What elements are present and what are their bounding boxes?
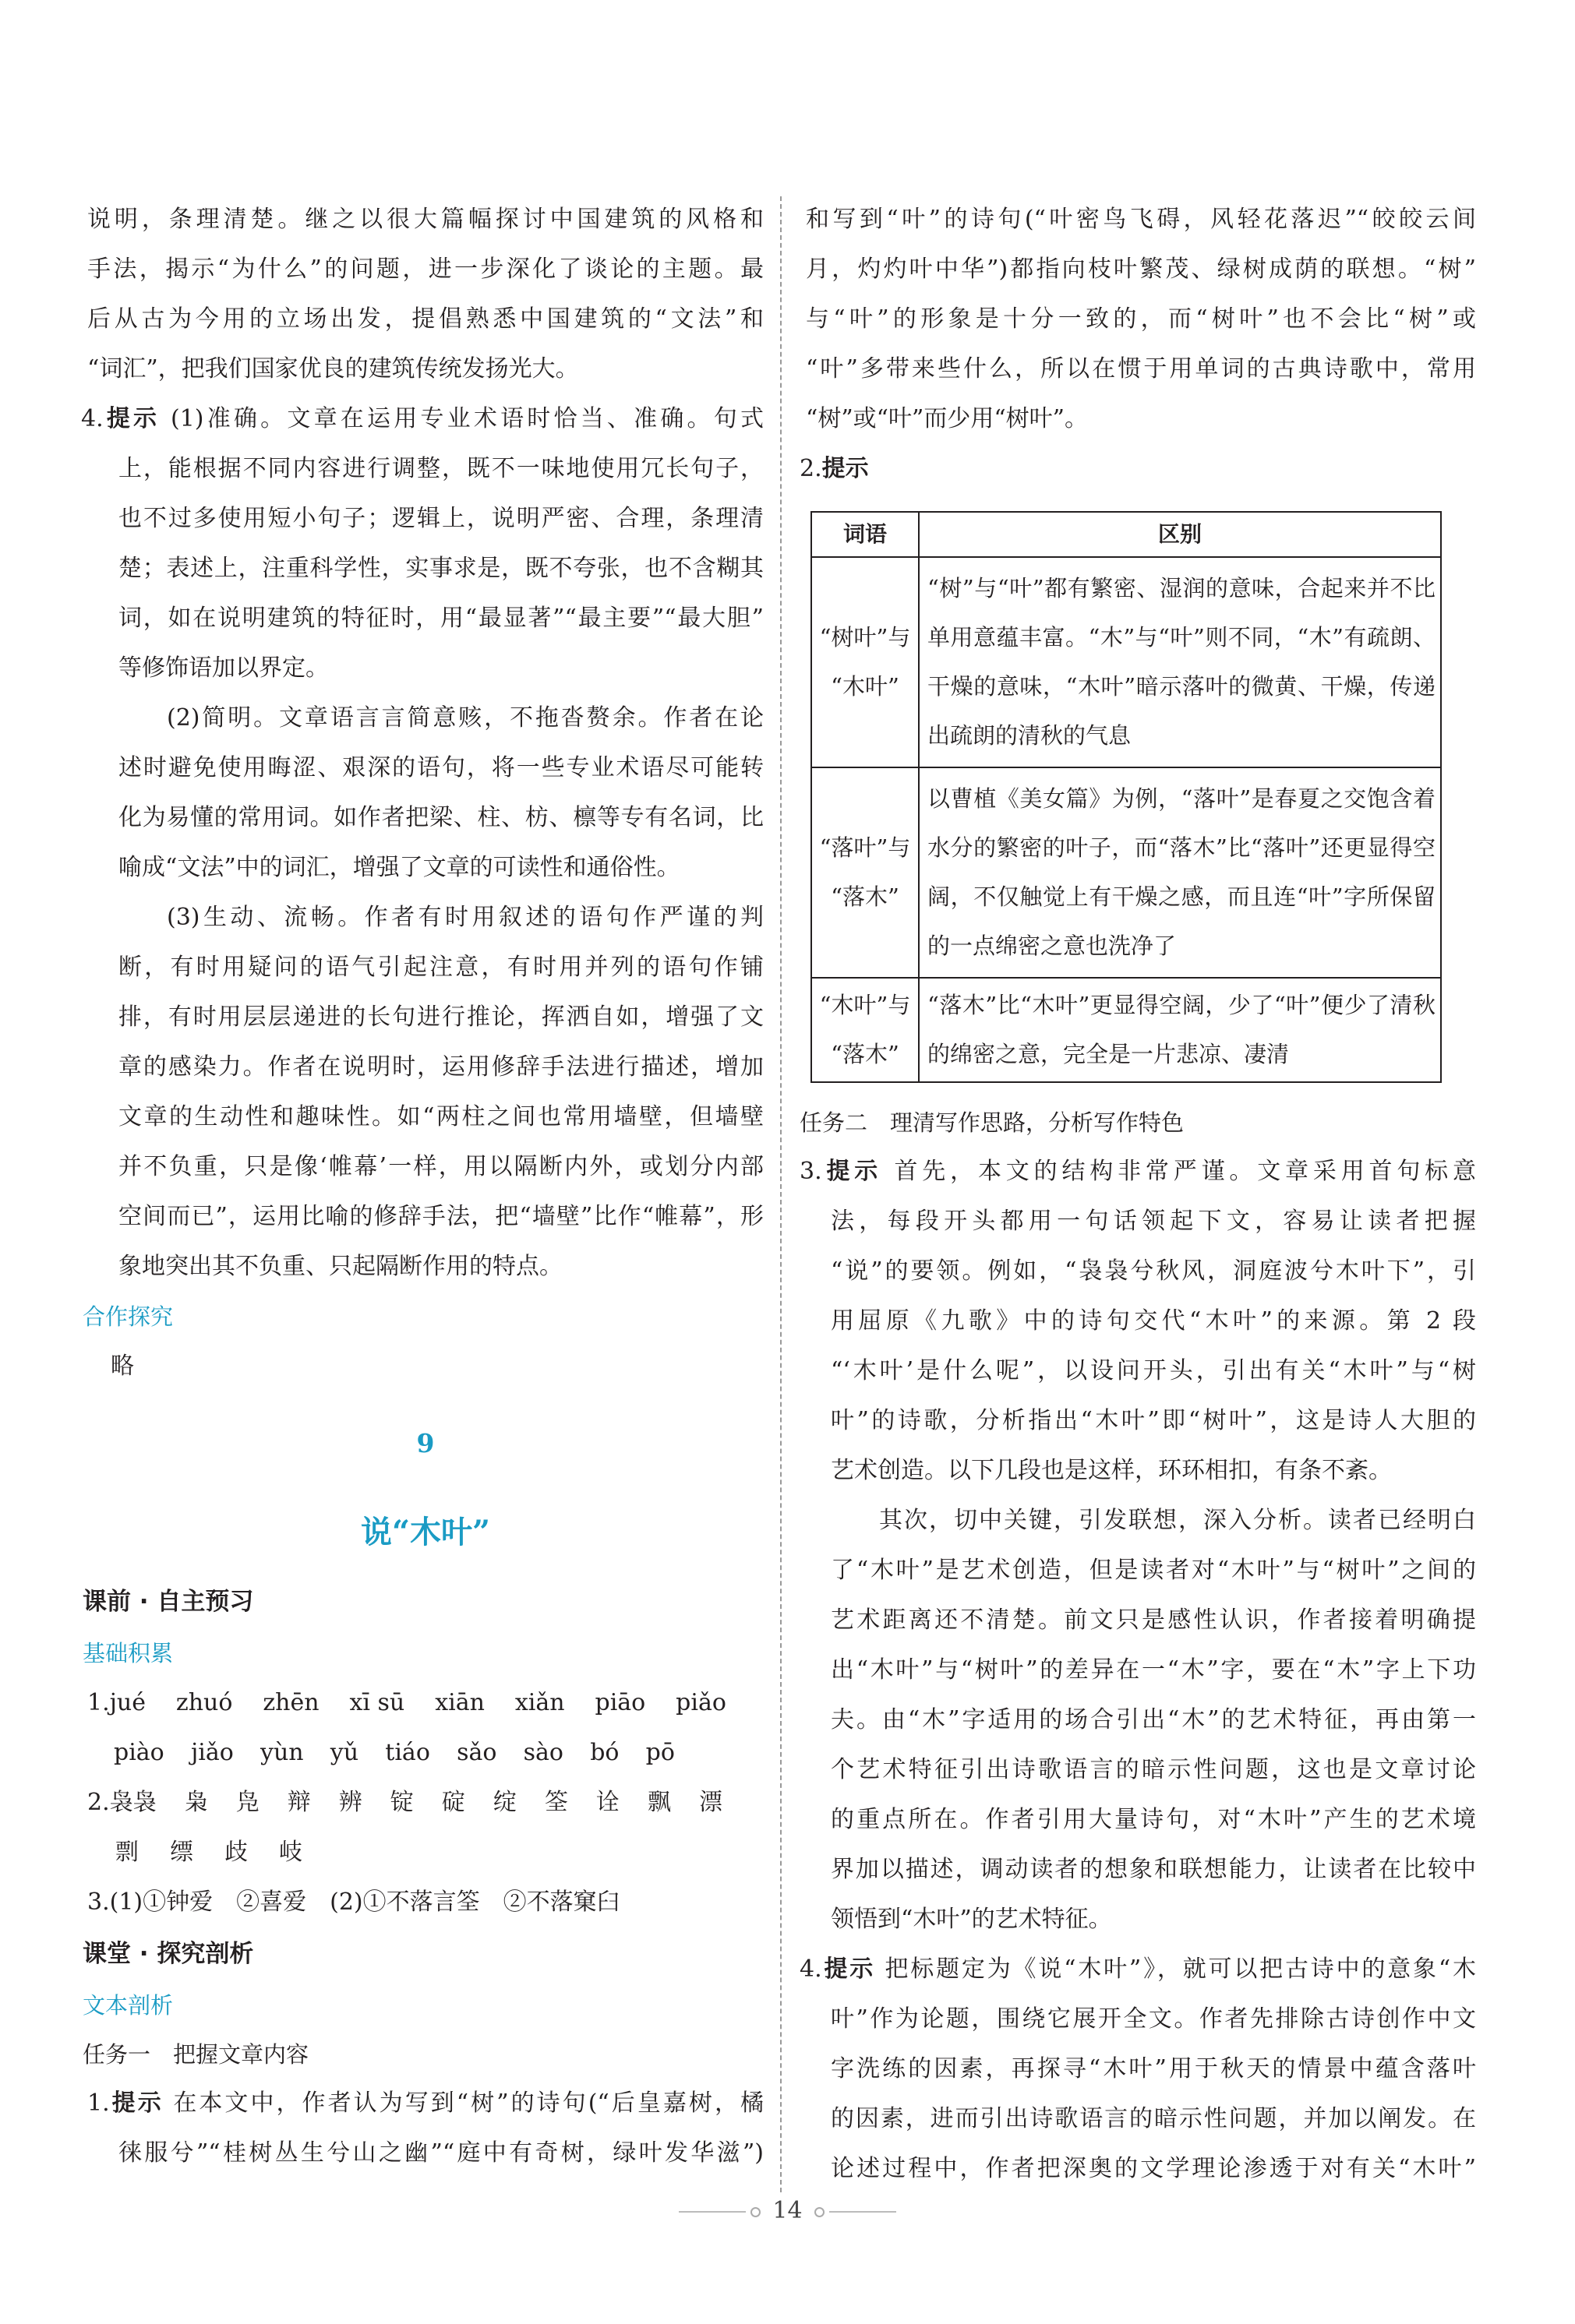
table-desc-cell: 以曹植《美女篇》为例，“落叶”是春夏之交饱含着水分的繁密的叶子，而“落木”比“落叶”还更显得空阔，不仅触觉上有干燥之感，而且连“叶”字所保留的一点绵密之意也洗净了 (919, 767, 1441, 978)
text-line: 等修饰语加以界定。 (118, 654, 329, 682)
text-line: 后从古为今用的立场出发，提倡熟悉中国建筑的“文法”和 (87, 305, 764, 333)
char: 绽 (493, 1789, 517, 1816)
pinyin: bó (590, 1739, 620, 1766)
text-line: 与“叶”的形象是十分一致的，而“树叶”也不会比“树”或 (806, 305, 1476, 333)
char: 筌 (544, 1789, 568, 1816)
text-line: “树”或“叶”而少用“树叶”。 (806, 405, 1089, 432)
text-line: 用屈原《九歌》中的诗句交代“木叶”的来源。第 2 段 (831, 1307, 1476, 1335)
page-number: 14 (772, 2197, 803, 2224)
text-line: 章的感染力。作者在说明时，运用修辞手法进行描述，增加 (118, 1053, 764, 1081)
task1-heading: 任务一 把握文章内容 (83, 2041, 309, 2068)
footer-dot-right (814, 2207, 825, 2217)
text-line: 说明，条理清楚。继之以很大篇幅探讨中国建筑的风格和 (87, 206, 764, 233)
text-line: (3)生动、流畅。作者有时用叙述的语句作严谨的判 (167, 904, 764, 931)
table-row (811, 557, 1441, 767)
text-line: 上，能根据不同内容进行调整，既不一味地使用冗长句子， (118, 455, 764, 482)
text-line: 其次，切中关键，引发联想，深入分析。读者已经明白 (879, 1507, 1476, 1534)
table-header-row (811, 512, 1441, 557)
lesson-number: 9 (416, 1428, 435, 1458)
char: 歧 (224, 1839, 248, 1866)
text-line: 了“木叶”是艺术创造，但是读者对“木叶”与“树叶”之间的 (831, 1557, 1476, 1584)
pinyin: piāo (595, 1689, 646, 1716)
table-term-cell: “树叶”与 “木叶” (811, 557, 919, 767)
table-header: 词语 (811, 512, 919, 557)
text-line: 述时避免使用晦涩、艰深的语句，将一些专业术语尽可能转 (118, 754, 764, 781)
coop-text: 略 (111, 1352, 134, 1380)
text-line: 象地突出其不负重、只起隔断作用的特点。 (118, 1253, 563, 1280)
pinyin: jiǎo (190, 1739, 234, 1766)
table-row (811, 978, 1441, 1082)
hint-label: 提示 (821, 1955, 876, 1983)
text-line: 楚；表述上，注重科学性，实事求是，既不夸张，也不含糊其 (118, 555, 764, 582)
pinyin-row-2 (87, 1728, 675, 1778)
pinyin: sào (523, 1739, 563, 1766)
chars-row-2 (87, 1828, 302, 1878)
table-header: 区别 (919, 512, 1441, 557)
text-line: 化为易懂的常用词。如作者把梁、柱、枋、檩等专有名词，比 (118, 804, 764, 831)
text-line: 夫。由“木”字适用的场合引出“木”的艺术特征，再由第一 (831, 1706, 1476, 1733)
pinyin: 1.jué (87, 1689, 146, 1716)
text-line: 断，有时用疑问的语气引起注意，有时用并列的语句作铺 (118, 954, 764, 981)
text-line: “说”的要领。例如，“袅袅兮秋风，洞庭波兮木叶下”，引 (831, 1257, 1476, 1285)
text-line: 叶”作为论题，围绕它展开全文。作者先排除古诗创作中文 (831, 2005, 1476, 2033)
answer-3-line: 3.(1)①钟爱 ②喜爱 (2)①不落言筌 ②不落窠臼 (87, 1888, 620, 1916)
text-line: (2)简明。文章语言言简意赅，不拖沓赘余。作者在论 (167, 704, 764, 732)
pinyin: yùn (260, 1739, 304, 1766)
text-line: 也不过多使用短小句子；逻辑上，说明严密、合理，条理清 (118, 505, 764, 532)
footer-rule-right (829, 2211, 896, 2213)
text-line: 的重点所在。作者引用大量诗句，对“木叶”产生的艺术境 (831, 1806, 1476, 1833)
char: 缥 (170, 1839, 193, 1866)
char: 枭 (184, 1789, 208, 1816)
text-line: 论述过程中，作者把深奥的文学理论渗透于对有关“木叶” (831, 2155, 1476, 2182)
text-line: 排，有时用层层递进的长句进行推论，挥洒自如，增强了文 (118, 1003, 764, 1031)
item-number: 2. (800, 455, 822, 482)
answer-3-first-line: 3.提示 首先，本文的结构非常严谨。文章采用首句标意 (800, 1158, 1477, 1185)
text-line: 字洗练的因素，再探寻“木叶”用于秋天的情景中蕴含落叶 (831, 2055, 1476, 2082)
char: 凫 (235, 1789, 260, 1816)
pinyin: yǔ (330, 1739, 359, 1766)
item-number: 4. (81, 405, 104, 432)
table-desc-cell: “树”与“叶”都有繁密、湿润的意味，合起来并不比单用意蕴丰富。“木”与“叶”则不同，“木”有疏朗、干燥的意味，“木叶”暗示落叶的微黄、干燥，传递出疏朗的清秋的气息 (919, 557, 1441, 767)
section-heading-class: 课堂 · 探究剖析 (83, 1940, 254, 1968)
char: 诠 (595, 1789, 620, 1816)
char: 岐 (279, 1839, 302, 1866)
page-footer (0, 2197, 1575, 2224)
char: 碇 (441, 1789, 465, 1816)
text-line: 喻成“文法”中的词汇，增强了文章的可读性和通俗性。 (118, 854, 680, 881)
text-line: “‘木叶’是什么呢”，以设问开头，引出有关“木叶”与“树 (831, 1357, 1476, 1384)
text-line: 空间而已”，运用比喻的修辞手法，把“墙壁”比作“帷幕”，形 (118, 1203, 764, 1230)
text-line: 并不负重，只是像‘帷幕’一样，用以隔断内外，或划分内部 (118, 1153, 764, 1180)
pinyin-row-1 (87, 1678, 726, 1728)
answer-2-line (800, 444, 1476, 494)
right-column (800, 195, 1476, 2194)
item-number: 1. (87, 2089, 110, 2117)
hint-label: 提示 (103, 405, 161, 432)
answer-4-first-line: 4.提示 (1)准确。文章在运用专业术语时恰当、准确。句式 (81, 405, 764, 432)
table-term-cell: “落叶”与 “落木” (811, 767, 919, 978)
text-line: “叶”多带来些什么，所以在惯于用单词的古典诗歌中，常用 (806, 355, 1476, 383)
text-line: 个艺术特征引出诗歌语言的暗示性问题，这也是文章讨论 (831, 1756, 1476, 1783)
task2-heading: 任务二 理清写作思路，分析写作特色 (800, 1109, 1185, 1136)
pinyin: sǎo (457, 1739, 497, 1766)
text-line: 手法，揭示“为什么”的问题，进一步深化了谈论的主题。最 (87, 256, 764, 283)
text-line: “词汇”，把我们国家优良的建筑传统发扬光大。 (87, 355, 579, 383)
pinyin: piǎo (676, 1689, 726, 1716)
text-line: 词，如在说明建筑的特征时，用“最显著”“最主要”“最大胆” (118, 605, 764, 632)
table-row (811, 767, 1441, 978)
text-line: 的因素，进而引出诗歌语言的暗示性问题，并加以阐发。在 (831, 2105, 1476, 2132)
char: 辨 (338, 1789, 362, 1816)
item-number: 4. (800, 1955, 822, 1983)
column-divider (780, 196, 782, 2192)
char: 漂 (698, 1789, 722, 1816)
answer-1-first-line: 1.提示 在本文中，作者认为写到“树”的诗句(“后皇嘉树，橘 (87, 2089, 764, 2117)
pinyin: xī sū (349, 1689, 405, 1716)
text-line: 和写到“叶”的诗句(“叶密鸟飞碍，风轻花落迟”“皎皎云间 (806, 206, 1476, 233)
item-number: 3. (800, 1158, 822, 1185)
intro-paragraph (87, 195, 764, 394)
text-line: 文章的生动性和趣味性。如“两柱之间也常用墙壁，但墙壁 (118, 1103, 764, 1130)
text-line: 徕服兮”“桂树丛生兮山之幽”“庭中有奇树，绿叶发华滋”) (118, 2139, 764, 2167)
text-line: 出“木叶”与“树叶”的差异在一“木”字，要在“木”字上下功 (831, 1656, 1476, 1684)
char: 2.袅袅 (87, 1789, 157, 1816)
footer-dot-left (750, 2207, 761, 2217)
left-column (81, 195, 764, 2178)
char: 剽 (115, 1839, 139, 1866)
answer-1-continued (800, 195, 1476, 444)
pinyin: xiān (435, 1689, 485, 1716)
hint-label: 提示 (821, 455, 869, 482)
text-line: 界加以描述，调动读者的想象和联想能力，让读者在比较中 (831, 1856, 1476, 1883)
text-line: 艺术创造。以下几段也是这样，环环相扣，有条不紊。 (831, 1457, 1392, 1484)
chars-row-1 (87, 1778, 722, 1828)
text-line: 月，灼灼叶中华”)都指向枝叶繁茂、绿树成荫的联想。“树” (806, 256, 1476, 283)
char: 锭 (390, 1789, 414, 1816)
section-heading-preview: 课前 · 自主预习 (83, 1588, 254, 1616)
answer-4-first-line: 4.提示 把标题定为《说“木叶”》，就可以把古诗中的意象“木 (800, 1955, 1477, 1983)
text-line: 领悟到“木叶”的艺术特征。 (831, 1906, 1112, 1933)
table-desc-cell: “落木”比“木叶”更显得空阔，少了“叶”便少了清秋的绵密之意，完全是一片悲凉、凄清 (919, 978, 1441, 1082)
hint-label: 提示 (109, 2089, 164, 2117)
pinyin: piào (114, 1739, 164, 1766)
pinyin: zhēn (263, 1689, 320, 1716)
pinyin: xiǎn (514, 1689, 565, 1716)
char: 飘 (647, 1789, 671, 1816)
char: 辩 (287, 1789, 311, 1816)
comparison-table (810, 511, 1442, 1083)
text-line: 艺术距离还不清楚。前文只是感性认识，作者接着明确提 (831, 1606, 1476, 1634)
text-line: 叶”的诗歌，分析指出“木叶”即“树叶”，这是诗人大胆的 (831, 1407, 1476, 1434)
lesson-title: 说“木叶” (360, 1514, 490, 1550)
pinyin: zhuó (175, 1689, 233, 1716)
coop-heading: 合作探究 (83, 1303, 174, 1330)
analysis-heading: 文本剖析 (83, 1992, 174, 2019)
pinyin: tiáo (385, 1739, 430, 1766)
basic-heading: 基础积累 (83, 1640, 174, 1666)
text-line: 法，每段开头都用一句话领起下文，容易让读者把握 (831, 1208, 1476, 1235)
hint-label: 提示 (821, 1158, 883, 1185)
footer-rule-left (679, 2211, 746, 2213)
answer-4 (81, 394, 764, 1292)
table-term-cell: “木叶”与 “落木” (811, 978, 919, 1082)
pinyin: pō (645, 1739, 675, 1766)
